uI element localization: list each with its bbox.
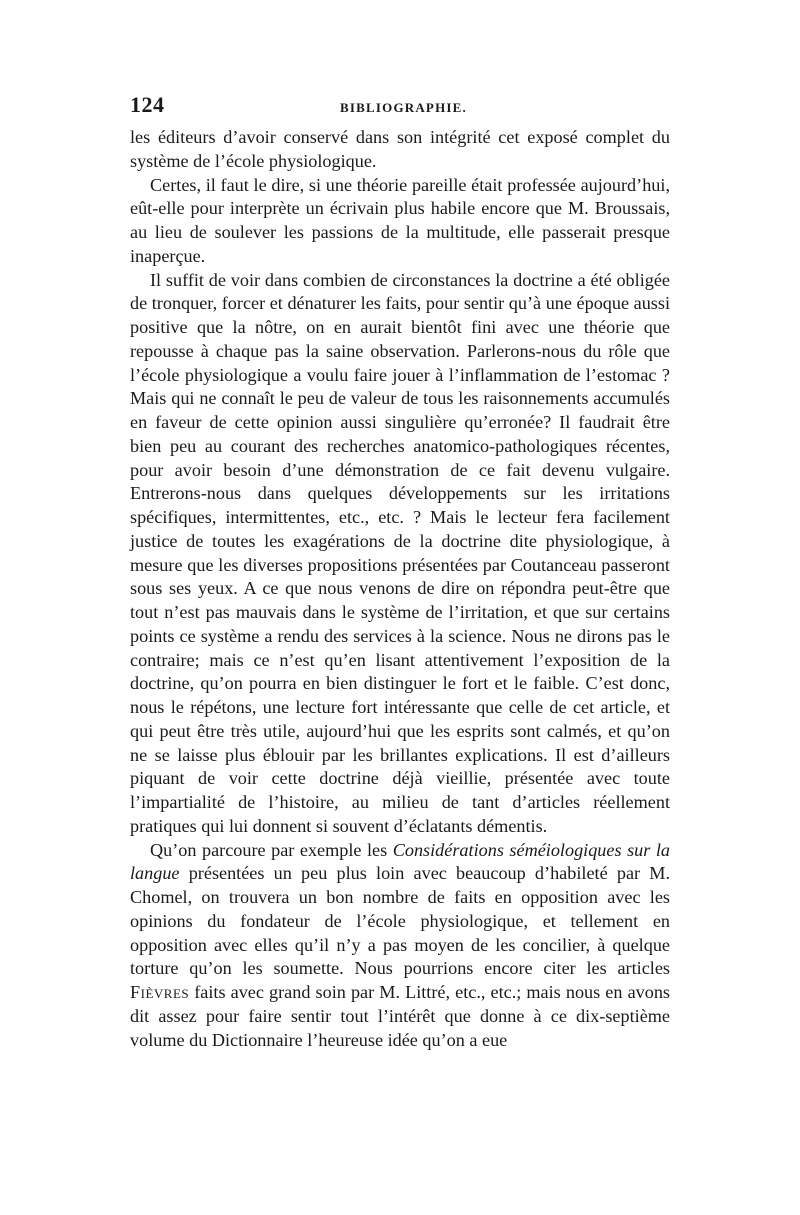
page-header (130, 92, 670, 126)
paragraph-quon-parcoure (130, 839, 670, 1053)
paragraph-text: faits avec grand soin par M. Littré, etc., etc.; mais nous en avons dit assez pour faire sentir tout l’intérêt que donne à ce dix-septième volume du Dictionnaire l’heureuse idée qu’on a eue (130, 982, 670, 1050)
paragraph-continued: les éditeurs d’avoir conservé dans son intégrité cet exposé complet du système de l’école physiologique. (130, 127, 670, 171)
italic-title: Considérations séméiologiques sur la langue (130, 839, 670, 884)
running-head: BIBLIOGRAPHIE. (340, 100, 467, 115)
body-text (130, 126, 670, 1052)
small-caps-term: Fièvres (130, 982, 190, 1002)
paragraph-text: présentées un peu plus loin avec beaucoup d’habileté par M. Chomel, on trouvera un bon nombre de faits en opposition avec les opinions du fondateur de l’école physiologique, et tellement en opposition avec elles qu’il n’y a pas moyen de les concilier, à quelque torture qu’on les soumette. Nous pourrions encore citer les articles (130, 863, 670, 979)
paragraph-certes: Certes, il faut le dire, si une théorie pareille était professée aujourd’hui, eût-elle pour interprète un écrivain plus habile encore que M. Broussais, au lieu de soulever les passions de la multitude, elle passerait presque inaperçue. (130, 174, 670, 266)
paragraph-text: Qu’on parcoure par exemple les (150, 839, 393, 860)
book-page (130, 92, 670, 1052)
page-number: 124 (130, 92, 165, 117)
paragraph-il-suffit: Il suffit de voir dans combien de circonstances la doctrine a été obligée de tronquer, forcer et dénaturer les faits, pour sentir qu’à une époque aussi positive que la nôtre, on en aurait bientôt fini avec une théorie que repousse à chaque pas la saine observation. Parlerons-nous du rôle que l’école physiologique a voulu faire jouer à l’inflammation de l’estomac ? Mais qui ne connaît le peu de valeur de tous les raisonnements accumulés en faveur de cette opinion aussi singulière qu’erronée? Il faudrait être bien peu au courant des recherches anatomico-pathologiques récentes, pour avoir besoin d’une démonstration de ce fait devenu vulgaire. Entrerons-nous dans quelques développements sur les irritations spécifiques, intermittentes, etc., etc. ? Mais le lecteur fera facilement justice de toutes les exagérations de la doctrine dite physiologique, à mesure que les diverses propositions présentées par Coutanceau passeront sous ses yeux. A ce que nous venons de dire on répondra peut-être que tout n’est pas mauvais dans le système de l’irritation, et que sur certains points ce système a rendu des services à la science. Nous ne dirons pas le contraire; mais ce n’est qu’en lisant attentivement l’exposition de la doctrine, qu’on pourra en bien distinguer le fort et le faible. C’est donc, nous le répétons, une lecture fort intéressante que celle de cet article, et qui peut être très utile, aujourd’hui que les esprits sont calmés, et qu’on ne se laisse plus éblouir par les brillantes explications. Il est d’ailleurs piquant de voir cette doctrine déjà vieillie, présentée avec toute l’impartialité de l’histoire, au milieu de tant d’articles réellement pratiques qui lui donnent si souvent d’éclatants démentis. (130, 269, 670, 836)
